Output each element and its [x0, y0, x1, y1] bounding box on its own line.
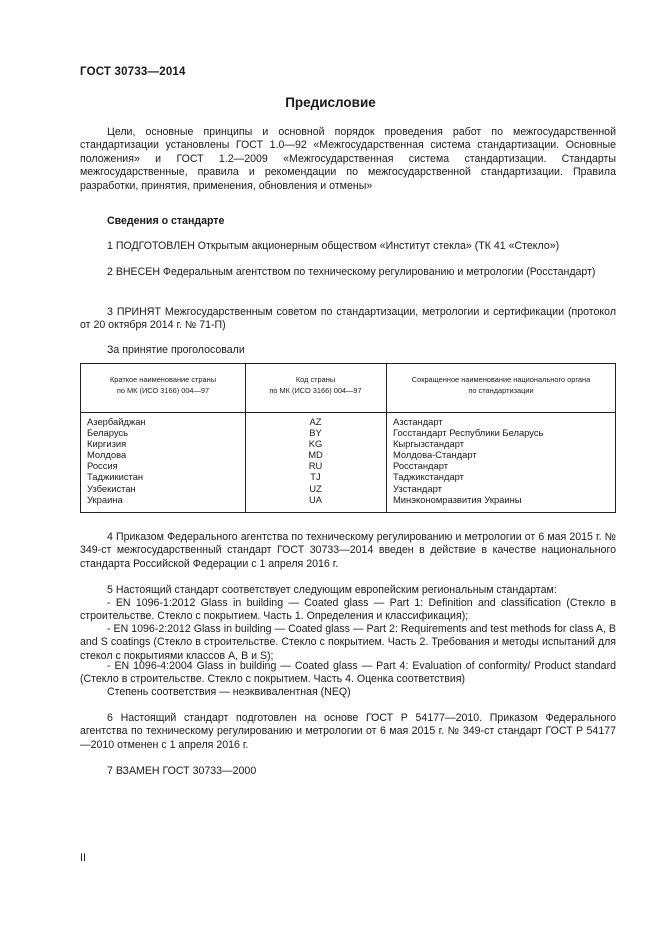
- item-5-en1096-2: - EN 1096-2:2012 Glass in building — Coated glass — Part 2: Requirements and test methods for class A, B and S coatings (Стекло в строительстве. Стекло с покрытием. Часть 2. Требования и методы испытаний для стекол с покрытиями классов A, B и S);: [80, 623, 616, 662]
- table-cell: UZ: [309, 482, 322, 494]
- column-header-country: Краткое наименование страны по МК (ИСО 3166) 004—97: [109, 375, 217, 395]
- item-1: 1 ПОДГОТОВЛЕН Открытым акционерным обществом «Институт стекла» (ТК 41 «Стекло»): [107, 240, 560, 252]
- table-cell: Таджикистан: [87, 471, 144, 483]
- page-number: II: [80, 852, 86, 864]
- item-4: 4 Приказом Федерального агентства по техническому регулированию и метрологии от 6 мая 2015 г. № 349-ст межгосударственный стандарт ГОСТ 30733—2014 введен в действие в качестве национального стандарта Российской Федерации с 1 апреля 2016 г.: [80, 531, 616, 570]
- table-cell: Азербайджан: [87, 416, 146, 427]
- section-title: Сведения о стандарте: [107, 215, 225, 227]
- item-6: 6 Настоящий стандарт подготовлен на основе ГОСТ Р 54177—2010. Приказом Федерального агентства по техническому регулированию и метрологии от 6 мая 2015 г. № 349-ст стандарт ГОСТ Р 54177—2010 отменен с 1 апреля 2016 г.: [80, 712, 616, 751]
- item-3: 3 ПРИНЯТ Межгосударственным советом по стандартизации, метрологии и сертификации (протокол от 20 октября 2014 г. № 71-П): [80, 306, 616, 332]
- table-cell: Украина: [87, 493, 123, 505]
- item-5-en1096-4: - EN 1096-4:2004 Glass in building — Coated glass — Part 4: Evaluation of conformity/ Product standard (Стекло в строительстве. Стекло с покрытием. Часть 4. Оценка соответствия): [80, 660, 616, 686]
- table-cell: Минэкономразвития Украины: [393, 493, 522, 505]
- table-cell: KG: [308, 438, 323, 450]
- table-cell: Узстандарт: [393, 482, 442, 494]
- item-5-en1096-1: - EN 1096-1:2012 Glass in building — Coated glass — Part 1: Definition and classification (Стекло в строительстве. Стекло с покрытием. Часть 1. Определения и классификация);: [80, 597, 616, 623]
- code-column: [245, 416, 386, 505]
- header-divider: [81, 412, 615, 413]
- table-cell: Кыргызстандарт: [393, 438, 465, 450]
- item-5-degree: Степень соответствия — неэквивалентная (NEQ): [107, 686, 351, 698]
- table-cell: Таджикстандарт: [393, 471, 464, 483]
- table-cell: Молдова: [87, 449, 127, 461]
- document-header: ГОСТ 30733—2014: [80, 66, 186, 78]
- voted-label: За принятие проголосовали: [107, 344, 245, 356]
- table-cell: Молдова-Стандарт: [393, 449, 477, 461]
- intro-paragraph: Цели, основные принципы и основной порядок проведения работ по межгосударственной стандартизации установлены ГОСТ 1.0—92 «Межгосударственная система стандартизации. Основные положения» и ГОСТ 1.2—2009 «Межгосударственная система стандартизации. Стандарты межгосударственные, правила и рекомендации по межгосударственной стандартизации. Правила разработки, принятия, применения, обновления и отмены»: [80, 126, 616, 192]
- table-cell: Азстандарт: [393, 416, 443, 427]
- page-title: Предисловие: [285, 95, 376, 110]
- table-cell: Россия: [87, 460, 118, 472]
- item-5-intro: 5 Настоящий стандарт соответствует следующим европейским региональным стандартам:: [107, 584, 557, 596]
- voting-table: [80, 363, 616, 513]
- column-header-code: Код страны по МК (ИСО 3166) 004—97: [269, 375, 362, 395]
- country-column: [87, 416, 242, 505]
- table-cell: Госстандарт Республики Беларусь: [393, 427, 544, 439]
- table-cell: Киргизия: [87, 438, 127, 450]
- table-cell: RU: [308, 460, 323, 472]
- table-cell: UA: [308, 493, 323, 505]
- table-cell: AZ: [309, 416, 322, 427]
- table-cell: BY: [309, 427, 322, 439]
- table-cell: Росстандарт: [393, 460, 448, 472]
- table-cell: Узбекистан: [87, 482, 136, 494]
- item-7: 7 ВЗАМЕН ГОСТ 30733—2000: [107, 765, 257, 777]
- table-cell: Беларусь: [87, 427, 129, 439]
- table-cell: MD: [308, 449, 323, 461]
- column-header-organ: Сокращенное наименование национального органа по стандартизации: [411, 375, 591, 395]
- organ-column: [393, 416, 613, 505]
- item-2: 2 ВНЕСЕН Федеральным агентством по техническому регулированию и метрологии (Росстандарт): [107, 266, 596, 278]
- table-cell: TJ: [310, 471, 321, 483]
